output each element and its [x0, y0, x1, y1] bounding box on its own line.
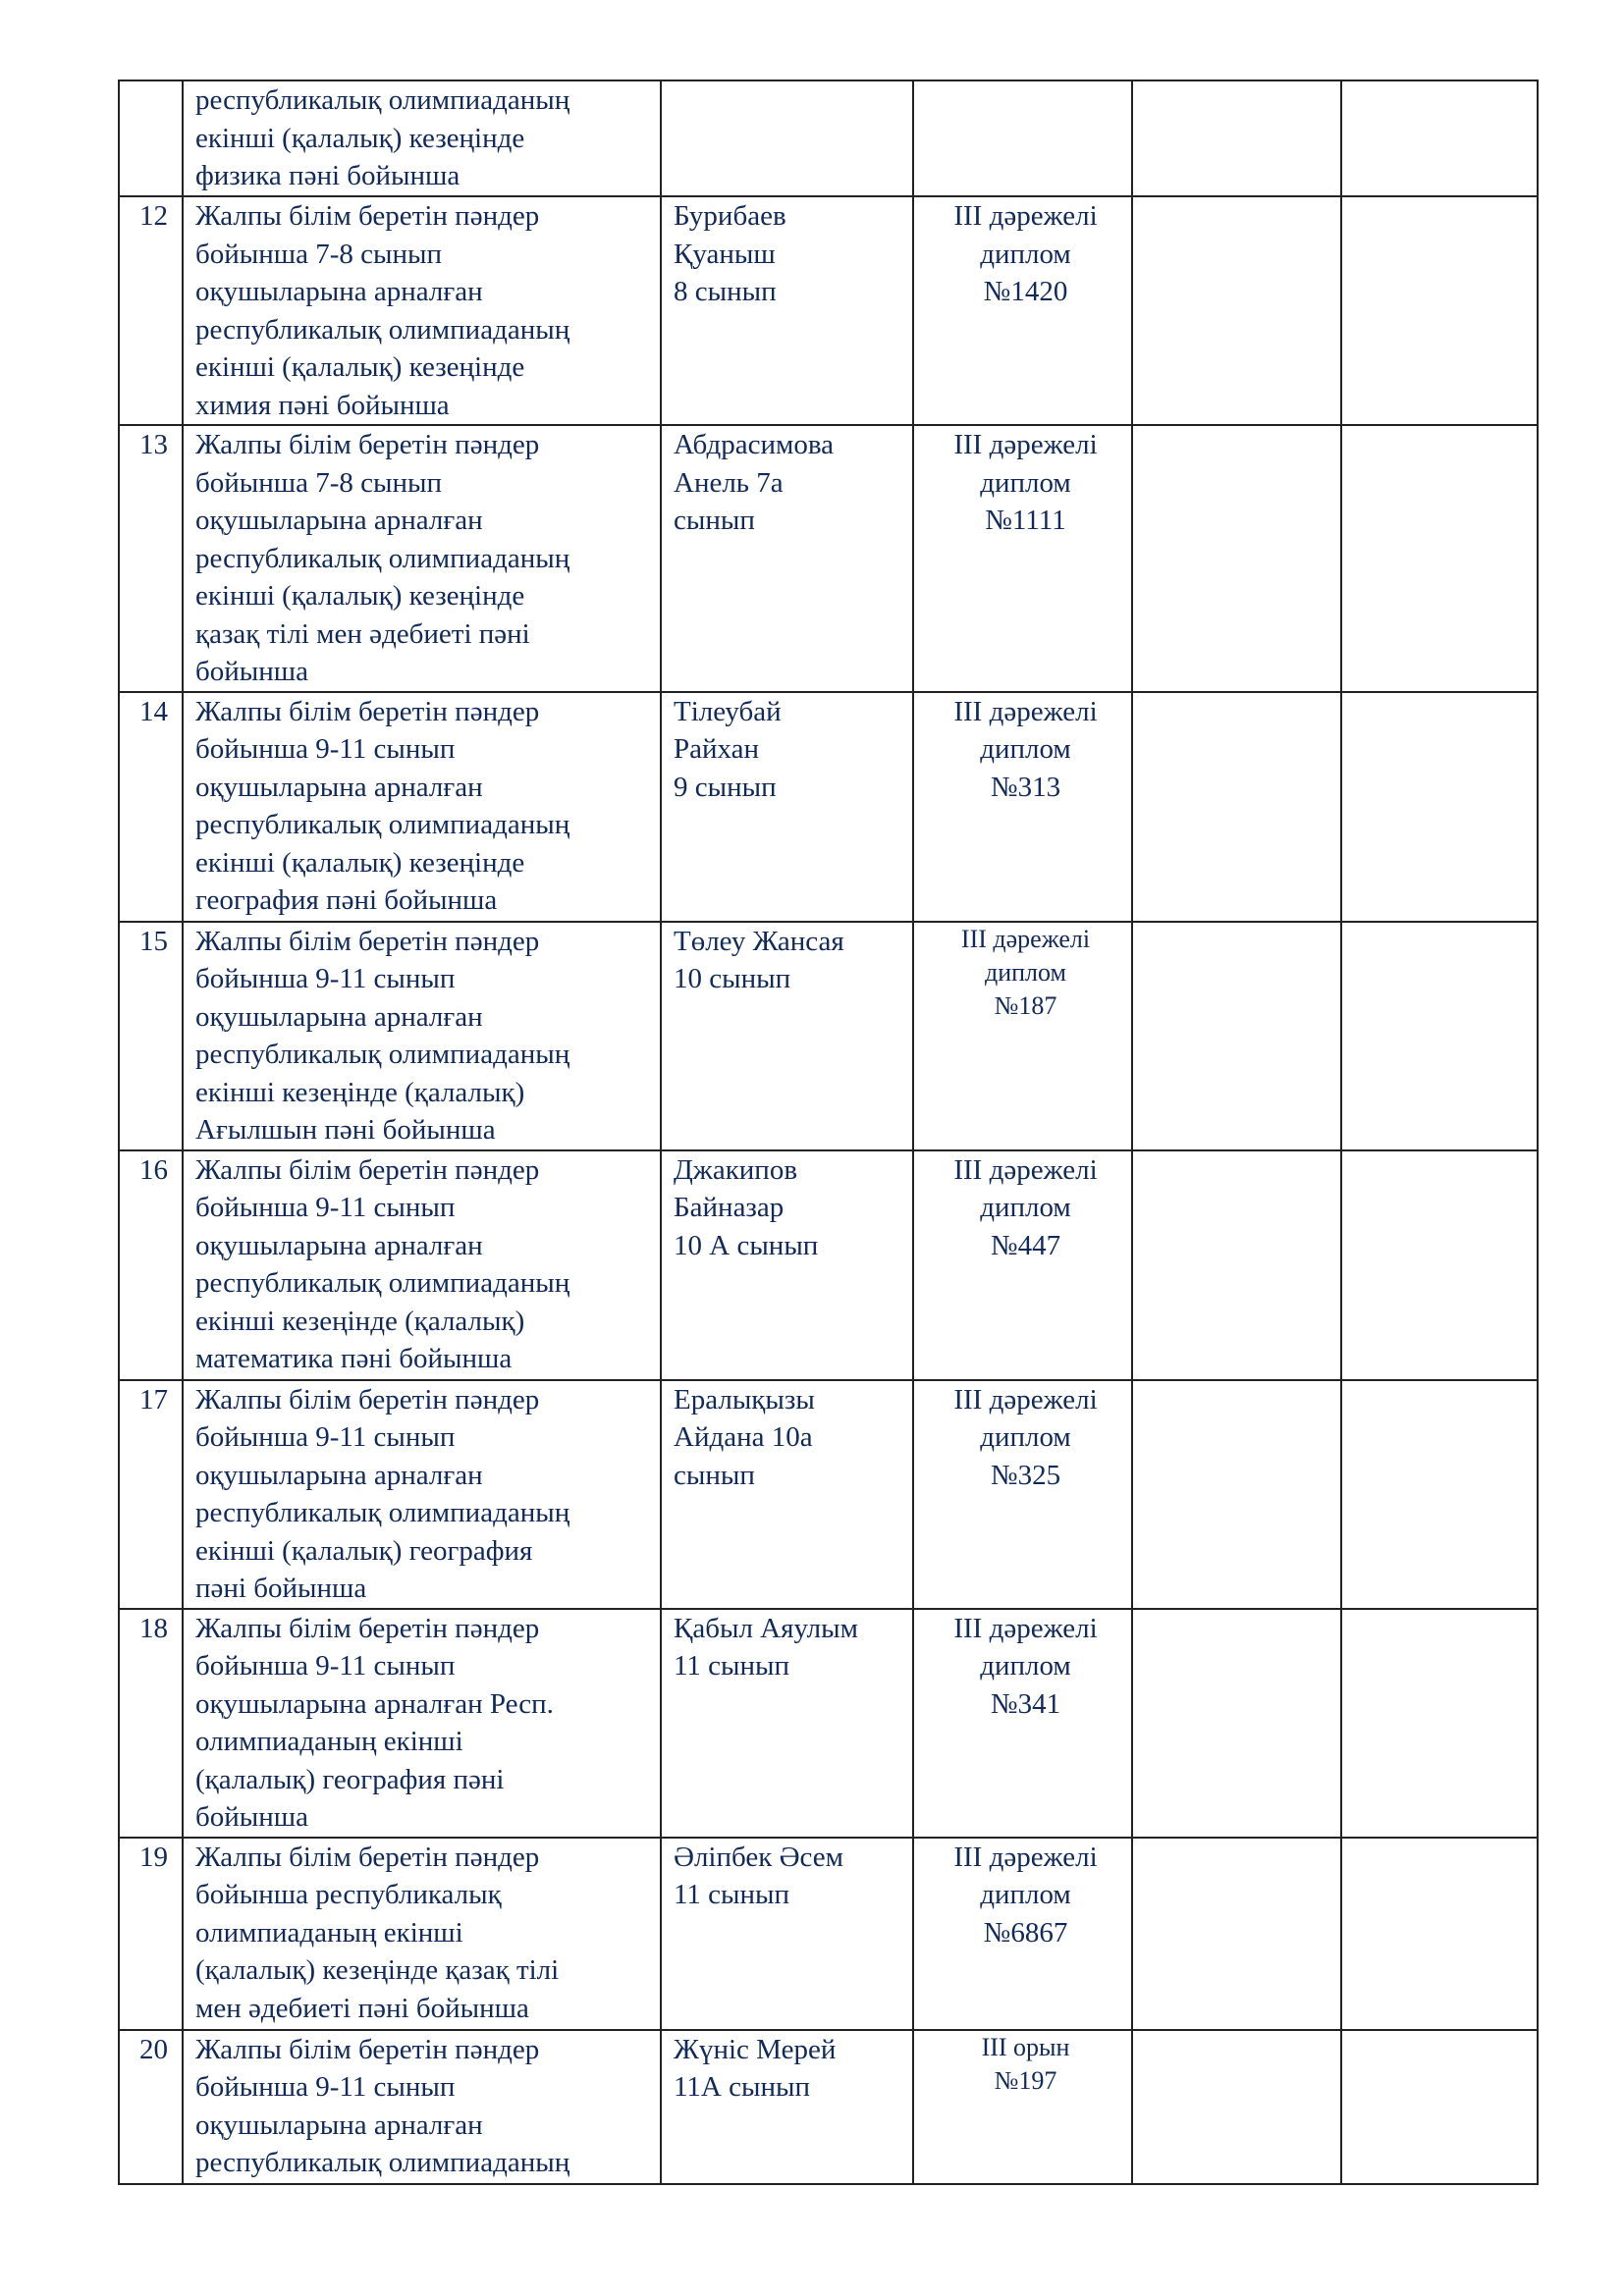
award-line: №1420 — [983, 276, 1068, 307]
description-line: республикалық олимпиаданың — [195, 84, 570, 116]
award-cell — [913, 692, 1132, 922]
table-row — [119, 1838, 1538, 2030]
row-number: 19 — [139, 1841, 168, 1873]
description-line: оқушыларына арналған — [195, 2109, 483, 2141]
description-line: олимпиаданың екінші — [195, 1726, 463, 1757]
row-number-cell — [119, 425, 183, 692]
empty-cell — [1341, 80, 1538, 196]
table-row — [119, 196, 1538, 425]
student-line: Абдрасимова — [674, 429, 835, 460]
olympiad-description-cell — [183, 196, 661, 425]
student-line: Ералықызы — [674, 1383, 815, 1415]
student-line: сынып — [674, 1459, 755, 1491]
award-line: диплом — [980, 1879, 1071, 1910]
student-line: Қабыл Аяулым — [674, 1612, 858, 1644]
award-cell — [913, 196, 1132, 425]
award-line: III дәрежелі — [953, 1383, 1098, 1415]
student-line: сынып — [674, 505, 755, 536]
row-number-cell — [119, 1150, 183, 1380]
description-line: Жалпы білім беретін пәндер — [195, 1153, 540, 1186]
row-number: 13 — [139, 429, 168, 460]
student-line: 8 сынып — [674, 276, 777, 307]
description-line: екінші (қалалық) кезеңінде — [195, 846, 525, 879]
empty-cell — [1341, 1380, 1538, 1609]
olympiad-awards-table — [118, 80, 1539, 2185]
description-line: бойынша — [195, 656, 308, 687]
student-cell — [661, 1609, 913, 1838]
description-line: бойынша 9-11 сынып — [195, 1421, 456, 1453]
empty-cell — [1132, 196, 1341, 425]
description-line: республикалық олимпиаданың — [195, 1039, 570, 1070]
student-line: Әліпбек Әсем — [674, 1841, 843, 1873]
description-line: оқушыларына арналған — [195, 505, 483, 536]
olympiad-description-cell — [183, 1609, 661, 1838]
row-number-cell — [119, 692, 183, 922]
award-cell — [913, 2030, 1132, 2184]
description-line: бойынша 9-11 сынып — [195, 2071, 456, 2103]
row-number: 17 — [139, 1383, 168, 1415]
description-line: оқушыларына арналған — [195, 1459, 483, 1491]
description-line: бойынша 7-8 сынып — [195, 466, 443, 499]
description-line: география пәні бойынша — [195, 884, 498, 916]
row-number-cell — [119, 196, 183, 425]
table-row — [119, 80, 1538, 196]
description-line: оқушыларына арналған — [195, 771, 483, 803]
award-line: диплом — [980, 733, 1071, 765]
row-number-cell — [119, 1380, 183, 1609]
description-line: бойынша 9-11 сынып — [195, 733, 456, 765]
table-row — [119, 922, 1538, 1150]
row-number: 16 — [139, 1153, 168, 1186]
award-line: диплом — [980, 466, 1071, 499]
award-line: №187 — [994, 990, 1057, 1020]
award-cell — [913, 1380, 1132, 1609]
description-line: бойынша 9-11 сынып — [195, 963, 456, 994]
description-line: Жалпы білім беретін пәндер — [195, 695, 540, 727]
empty-cell — [1341, 1609, 1538, 1838]
award-line: III дәрежелі — [960, 924, 1091, 953]
empty-cell — [1132, 1150, 1341, 1380]
description-line: қазақ тілі мен әдебиеті пәні — [195, 617, 530, 650]
description-line: мен әдебиеті пәні бойынша — [195, 1992, 529, 2024]
olympiad-description-cell — [183, 425, 661, 692]
empty-cell — [1132, 425, 1341, 692]
description-line: екінші (қалалық) кезеңінде — [195, 351, 525, 383]
student-cell — [661, 922, 913, 1150]
award-line: №197 — [994, 2065, 1057, 2095]
description-line: екінші (қалалық) география — [195, 1534, 533, 1567]
student-line: Айдана 10а — [674, 1421, 813, 1453]
award-line: №325 — [990, 1459, 1061, 1491]
description-line: бойынша республикалық — [195, 1879, 502, 1910]
description-line: Жалпы білім беретін пәндер — [195, 200, 540, 232]
award-line: III орын — [981, 2032, 1070, 2061]
description-line: Жалпы білім беретін пәндер — [195, 925, 540, 957]
description-line: оқушыларына арналған — [195, 276, 483, 307]
student-cell — [661, 80, 913, 196]
row-number-cell — [119, 1609, 183, 1838]
description-line: екінші (қалалық) кезеңінде — [195, 580, 525, 612]
student-line: Төлеу Жансая — [674, 925, 844, 957]
table-row — [119, 1380, 1538, 1609]
student-cell — [661, 425, 913, 692]
student-line: Тілеубай — [674, 695, 782, 727]
empty-cell — [1341, 196, 1538, 425]
empty-cell — [1341, 425, 1538, 692]
award-line: №6867 — [983, 1916, 1068, 1949]
award-line: диплом — [980, 1650, 1071, 1682]
table-row — [119, 425, 1538, 692]
table-row — [119, 692, 1538, 922]
award-cell — [913, 1150, 1132, 1380]
description-line: пәні бойынша — [195, 1573, 367, 1604]
award-cell — [913, 80, 1132, 196]
description-line: екінші кезеңінде (қалалық) — [195, 1076, 525, 1108]
olympiad-description-cell — [183, 80, 661, 196]
award-line: диплом — [980, 1421, 1071, 1453]
olympiad-description-cell — [183, 1150, 661, 1380]
empty-cell — [1132, 2030, 1341, 2184]
award-cell — [913, 1609, 1132, 1838]
award-line: III дәрежелі — [953, 1612, 1098, 1644]
student-line: Райхан — [674, 733, 760, 765]
student-line: 11А сынып — [674, 2071, 810, 2103]
empty-cell — [1132, 80, 1341, 196]
award-line: №313 — [990, 771, 1061, 803]
description-line: республикалық олимпиаданың — [195, 809, 570, 840]
empty-cell — [1341, 1150, 1538, 1380]
award-line: диплом — [980, 238, 1071, 270]
student-line: Жүніс Мерей — [674, 2033, 837, 2065]
description-line: республикалық олимпиаданың — [195, 542, 570, 574]
description-line: бойынша — [195, 1801, 308, 1833]
award-cell — [913, 922, 1132, 1150]
student-cell — [661, 692, 913, 922]
empty-cell — [1341, 1838, 1538, 2030]
empty-cell — [1132, 1609, 1341, 1838]
empty-cell — [1341, 692, 1538, 922]
student-line: 10 сынып — [674, 963, 791, 994]
student-cell — [661, 1380, 913, 1609]
empty-cell — [1132, 1380, 1341, 1609]
description-line: оқушыларына арналған — [195, 1000, 483, 1033]
student-cell — [661, 196, 913, 425]
student-line: 11 сынып — [674, 1650, 790, 1682]
student-line: 9 сынып — [674, 771, 777, 803]
description-line: республикалық олимпиаданың — [195, 2147, 570, 2178]
award-cell — [913, 1838, 1132, 2030]
empty-cell — [1132, 692, 1341, 922]
award-line: III дәрежелі — [953, 1153, 1098, 1186]
description-line: Ағылшын пәні бойынша — [195, 1114, 496, 1146]
olympiad-description-cell — [183, 2030, 661, 2184]
empty-cell — [1132, 1838, 1341, 2030]
description-line: (қалалық) география пәні — [195, 1763, 505, 1795]
award-line: III дәрежелі — [953, 200, 1098, 232]
student-line: Бурибаев — [674, 200, 786, 232]
row-number: 12 — [139, 200, 168, 232]
student-line: Анель 7а — [674, 466, 784, 499]
award-line: III дәрежелі — [953, 695, 1098, 727]
description-line: химия пәні бойынша — [195, 389, 450, 421]
student-cell — [661, 1838, 913, 2030]
award-line: №1111 — [985, 505, 1066, 536]
student-line: 10 А сынып — [674, 1229, 819, 1261]
student-cell — [661, 2030, 913, 2184]
description-line: бойынша 9-11 сынып — [195, 1650, 456, 1682]
award-line: диплом — [985, 957, 1066, 987]
table-row — [119, 1609, 1538, 1838]
olympiad-description-cell — [183, 1838, 661, 2030]
row-number-cell — [119, 2030, 183, 2184]
description-line: Жалпы білім беретін пәндер — [195, 2033, 540, 2065]
empty-cell — [1341, 922, 1538, 1150]
description-line: Жалпы білім беретін пәндер — [195, 1841, 540, 1873]
description-line: республикалық олимпиаданың — [195, 313, 570, 346]
award-line: III дәрежелі — [953, 1841, 1098, 1873]
description-line: республикалық олимпиаданың — [195, 1497, 570, 1528]
empty-cell — [1132, 922, 1341, 1150]
description-line: екінші кезеңінде (қалалық) — [195, 1305, 525, 1337]
student-line: 11 сынып — [674, 1879, 790, 1910]
award-line: №341 — [990, 1687, 1061, 1720]
student-line: Джакипов — [674, 1153, 798, 1186]
row-number: 18 — [139, 1612, 168, 1644]
olympiad-description-cell — [183, 1380, 661, 1609]
award-line: III дәрежелі — [953, 429, 1098, 460]
row-number: 15 — [139, 925, 168, 957]
description-line: оқушыларына арналған Респ. — [195, 1687, 554, 1720]
student-cell — [661, 1150, 913, 1380]
award-line: диплом — [980, 1192, 1071, 1223]
description-line: физика пәні бойынша — [195, 160, 460, 191]
empty-cell — [1341, 2030, 1538, 2184]
row-number: 20 — [139, 2033, 168, 2065]
row-number-cell — [119, 1838, 183, 2030]
row-number-cell — [119, 922, 183, 1150]
award-line: №447 — [990, 1229, 1061, 1261]
description-line: математика пәні бойынша — [195, 1343, 513, 1374]
row-number-cell — [119, 80, 183, 196]
student-line: Байназар — [674, 1192, 785, 1223]
olympiad-description-cell — [183, 922, 661, 1150]
description-line: Жалпы білім беретін пәндер — [195, 1383, 540, 1415]
description-line: бойынша 9-11 сынып — [195, 1192, 456, 1223]
table-row — [119, 2030, 1538, 2184]
description-line: екінші (қалалық) кезеңінде — [195, 122, 525, 154]
description-line: Жалпы білім беретін пәндер — [195, 429, 540, 460]
description-line: (қалалық) кезеңінде қазақ тілі — [195, 1954, 560, 1986]
award-cell — [913, 425, 1132, 692]
olympiad-description-cell — [183, 692, 661, 922]
description-line: олимпиаданың екінші — [195, 1916, 463, 1949]
row-number: 14 — [139, 695, 168, 727]
description-line: Жалпы білім беретін пәндер — [195, 1612, 540, 1644]
description-line: оқушыларына арналған — [195, 1229, 483, 1261]
description-line: республикалық олимпиаданың — [195, 1267, 570, 1299]
student-line: Қуаныш — [674, 238, 776, 270]
table-row — [119, 1150, 1538, 1380]
description-line: бойынша 7-8 сынып — [195, 238, 443, 270]
